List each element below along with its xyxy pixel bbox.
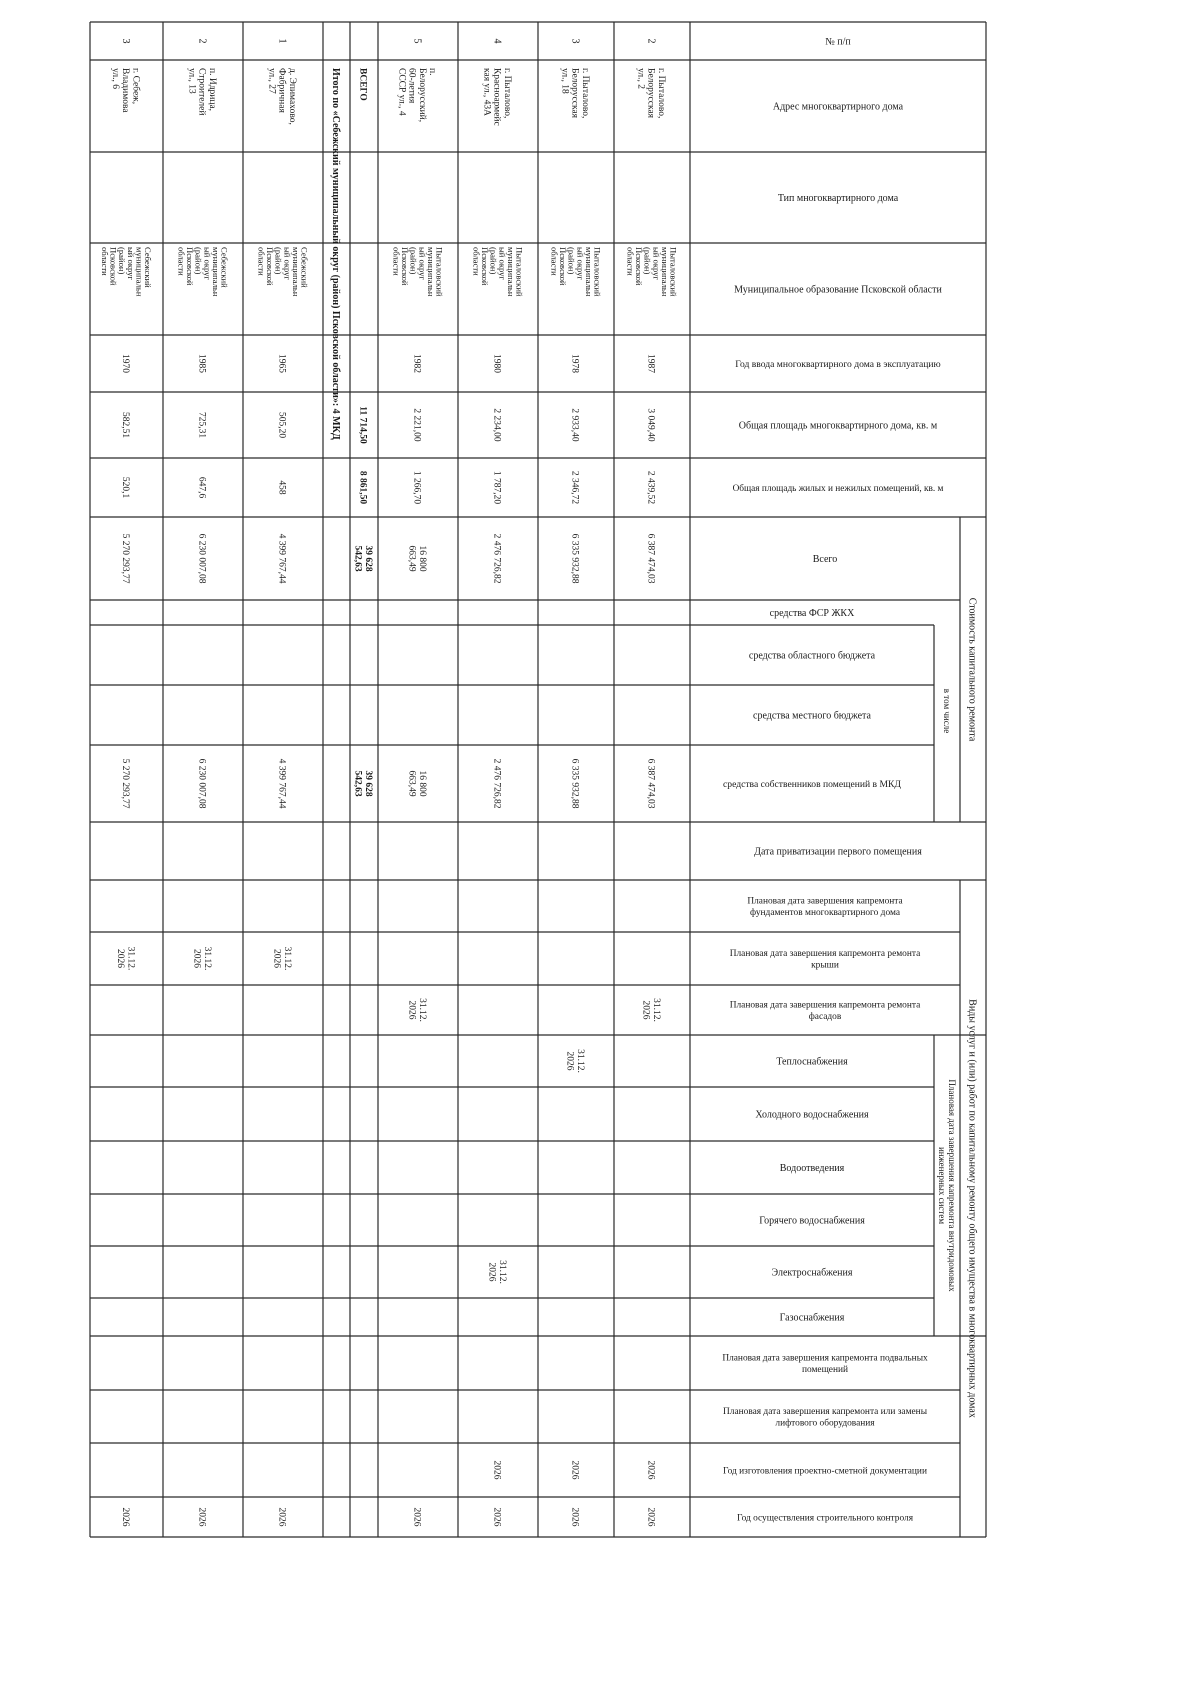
sebezh-row-2-municipality-line: области [176,247,187,276]
pytalovo-row-2-facade-date-line: 2026 [640,1000,651,1020]
pytalovo-row-2-cost-total-line: 6 387 474,03 [645,533,656,584]
pytalovo-row-5-municipality [391,247,444,297]
pytalovo-row-3-year [570,354,580,373]
header-incl [942,689,952,733]
pytalovo-row-3-municipality-line: Пыталовский [592,247,603,297]
pytalovo-row-3-heat-date-line: 2026 [564,1051,575,1071]
pytalovo-row-5-num-line: 5 [411,38,423,44]
sebezh-row-3-municipality-line: области [99,247,110,276]
pytalovo-row-4-living-area-line: 1 787,20 [491,470,502,505]
pytalovo-row-4-elec-date [487,1260,507,1284]
sebezh-row-3-cost-total-line: 5 270 293,77 [120,533,131,584]
sebezh-row-1-living-area [277,480,287,495]
pytalovo-row-4-psd-year [492,1461,502,1480]
pytalovo-row-5-address-line: Белорусский, [416,68,427,123]
total-row-total-area-line: 11 714,50 [357,406,368,444]
pytalovo-row-2-municipality [625,247,678,297]
pytalovo-row-3-total-area [570,408,580,442]
header-cost-total: Всего [812,554,838,565]
sebezh-row-3-living-area-line: 520,1 [120,476,131,499]
sebezh-row-1-cost-total-line: 4 399 767,44 [276,533,287,584]
pytalovo-row-4-psd-year-line: 2026 [491,1460,502,1480]
pytalovo-row-2-municipality-line: ый округ [651,247,662,280]
sebezh-row-1-control-year-line: 2026 [276,1507,287,1527]
pytalovo-row-4-address [481,68,512,126]
sebezh-row-2-total-area-line: 725,31 [196,411,207,439]
total-row-owners [353,770,373,796]
pytalovo-row-4-year-line: 1980 [491,354,502,373]
sebezh-row-2-roof-date-line: 31.12. [201,946,212,971]
sebezh-row-2-municipality-line: ый округ [202,247,213,280]
pytalovo-row-4-municipality-line: области [471,247,482,276]
pytalovo-row-4-cost-total [492,534,502,584]
header-num: № п/п [825,36,851,48]
header-cost-group [967,598,978,742]
pytalovo-row-3-address-line: ул., 18 [559,68,570,94]
sebezh-row-2-address-line: Строителей [196,68,207,116]
pytalovo-row-5-control-year [412,1508,422,1527]
pytalovo-row-4-municipality [471,247,524,297]
total-row-cost-total-line: 542,63 [352,545,363,572]
total-row-address-line: ВСЕГО [357,68,368,101]
pytalovo-row-2-total-area-line: 3 049,40 [645,408,656,442]
pytalovo-row-4-elec-date-line: 2026 [486,1262,497,1282]
pytalovo-row-5-year [412,354,422,373]
pytalovo-row-2-address-line: г. Пыталово, [655,68,666,119]
pytalovo-row-2-psd-year-line: 2026 [645,1460,656,1480]
header-cost-group-line: Стоимость капитального ремонта [966,597,978,742]
pytalovo-row-2-municipality-line: муниципальн [659,247,670,297]
pytalovo-row-5-cost-total [407,545,427,571]
header-type: Тип многоквартирного дома [777,193,899,204]
header-gas: Газоснабжения [779,1312,845,1324]
pytalovo-row-4-owners-line: 2 476 726,82 [491,758,502,809]
sebezh-row-2-living-area-line: 647,6 [196,476,207,499]
pytalovo-row-5-control-year-line: 2026 [411,1507,422,1527]
pytalovo-row-5-address-line: 60-летия [406,68,417,104]
sebezh-row-3-address-line: ул., 6 [109,68,120,89]
pytalovo-row-4-control-year-line: 2026 [491,1507,502,1527]
sebezh-row-1-address-line: ул., 27 [266,68,277,94]
sebezh-row-1-control-year [277,1508,287,1527]
sebezh-row-2-owners [197,759,207,809]
sebezh-row-3-total-area [120,412,130,438]
sebezh-row-1-roof-date-line: 2026 [271,949,282,968]
pytalovo-row-5-cost-total-line: 16 800 [416,545,427,572]
sebezh-row-2-control-year-line: 2026 [196,1507,207,1527]
sebezh-row-1-num [277,39,288,44]
sebezh-row-3-municipality-line: (район) [117,247,128,275]
pytalovo-row-2-year [646,354,656,373]
sebezh-row-3-roof-date-line: 2026 [115,949,126,968]
sebezh-row-3-address [110,68,142,113]
sebezh-row-3-owners [120,759,130,809]
header-facade: фасадов [808,1012,842,1023]
total-row-cost-total [353,545,373,571]
pytalovo-row-5-address-line: СССР ул., 4 [396,68,407,116]
sebezh-row-3-num-line: 3 [120,38,131,44]
pytalovo-row-5-address [396,68,437,122]
pytalovo-row-3-living-area-line: 2 346,72 [569,470,580,505]
sebezh-row-1-owners [277,759,287,809]
pytalovo-row-4-control-year [492,1508,502,1527]
pytalovo-row-2-facade-date-line: 31.12. [650,998,661,1022]
sebezh-row-2-municipality-line: Псковской [185,247,196,286]
pytalovo-row-3-municipality-line: (район) [566,247,577,275]
pytalovo-row-4-num-line: 4 [491,38,503,44]
sebezh-row-3-year [120,354,130,373]
sebezh-row-2-owners-line: 6 230 007,08 [196,758,207,809]
pytalovo-row-5-municipality-line: муниципальн [425,247,436,297]
pytalovo-row-4-address-line: Красноармейс [491,68,502,126]
sebezh-row-1-total-area-line: 505,20 [276,411,287,439]
sebezh-row-3-roof-date [115,947,135,971]
section-title-sebezh-line: Итого по «Себежский муниципальный округ (район) Псковской области»: 4 МКД [330,68,341,440]
pytalovo-row-5-owners-line: 663,49 [406,770,417,797]
pytalovo-row-2-municipality-line: (район) [642,247,653,275]
pytalovo-row-3-municipality-line: области [549,247,560,276]
sebezh-row-3-address-line: г. Себеж, [130,68,141,105]
pytalovo-row-4-cost-total-line: 2 476 726,82 [491,533,502,584]
pytalovo-row-4-elec-date-line: 31.12. [496,1260,507,1284]
pytalovo-row-5-total-area [412,408,422,442]
header-systems-group-line: инженерных систем [936,1146,947,1225]
pytalovo-row-3-owners [570,759,580,809]
sebezh-row-3-owners-line: 5 270 293,77 [120,758,131,809]
pytalovo-row-5-total-area-line: 2 221,00 [411,408,422,442]
sebezh-row-1-address-line: Фабричная [276,68,287,113]
sebezh-row-1-municipality-line: Себежский [299,247,310,288]
header-year: Год ввода многоквартирного дома в эксплуатацию [735,358,941,370]
pytalovo-row-3-control-year [570,1508,580,1527]
sebezh-row-2-control-year [197,1508,207,1527]
pytalovo-row-3-year-line: 1978 [569,354,580,373]
header-roof: крыши [811,960,839,971]
sebezh-row-1-municipality-line: (район) [273,247,284,275]
sebezh-row-3-year-line: 1970 [120,354,131,373]
header-lift: Плановая дата завершения капремонта или замены [723,1406,927,1417]
sebezh-row-2-roof-date [192,947,212,971]
sebezh-row-2-cost-total [197,534,207,584]
pytalovo-row-5-owners [407,770,427,796]
header-address: Адрес многоквартирного дома [772,101,904,113]
pytalovo-row-5-facade-date [407,998,427,1022]
pytalovo-row-2-address-line: Белорусская [645,68,656,119]
total-row-owners-line: 39 628 [362,770,373,797]
sebezh-row-2-address [186,68,217,115]
pytalovo-row-2-municipality-line: Псковской [634,247,645,286]
sebezh-row-1-municipality-line: области [256,247,267,276]
header-basement: Плановая дата завершения капремонта подвальных [722,1353,928,1364]
total-row-address [358,68,368,101]
sebezh-row-1-living-area-line: 458 [276,480,287,495]
pytalovo-row-4-living-area [492,471,502,505]
total-row-living-area [358,471,368,505]
pytalovo-row-4-municipality-line: муниципальн [505,247,516,297]
header-incl-line: в том числе [941,688,952,734]
section-title-sebezh [330,68,341,440]
pytalovo-row-3-heat-date [565,1049,585,1073]
pytalovo-row-4-address-line: кая ул., 43А [481,68,492,116]
pytalovo-row-3-cost-total [570,534,580,584]
pytalovo-row-2-owners-line: 6 387 474,03 [645,758,656,809]
sebezh-row-3-address-line: Владимова [120,68,131,113]
pytalovo-row-3-living-area [570,471,580,505]
sebezh-row-3-cost-total [120,534,130,584]
sebezh-row-1-total-area [277,412,287,438]
header-facade: Плановая дата завершения капремонта ремонта [729,1000,921,1011]
pytalovo-row-3-cost-total-line: 6 335 932,88 [569,533,580,584]
pytalovo-row-2-facade-date [641,998,661,1022]
pytalovo-row-4-municipality-line: ый округ [497,247,508,280]
header-region: средства областного бюджета [748,650,876,662]
pytalovo-row-3-municipality-line: Псковской [558,247,569,286]
pytalovo-row-2-total-area [646,408,656,442]
pytalovo-row-4-num [492,39,503,44]
sebezh-row-2-municipality [176,247,229,297]
pytalovo-row-4-total-area-line: 2 234,00 [491,408,502,442]
pytalovo-row-3-municipality-line: муниципальн [583,247,594,297]
header-sewer: Водоотведения [779,1163,845,1174]
sebezh-row-3-living-area [120,477,130,499]
pytalovo-row-3-num [570,39,581,44]
header-works-group [967,999,978,1418]
sebezh-row-3-control-year-line: 2026 [120,1507,131,1527]
header-cold: Холодного водоснабжения [755,1109,869,1121]
pytalovo-row-5-municipality-line: Псковской [400,247,411,286]
table-text [100,37,978,1527]
pytalovo-row-2-control-year-line: 2026 [645,1507,656,1527]
pytalovo-row-3-heat-date-line: 31.12. [574,1049,585,1073]
total-row-cost-total-line: 39 628 [362,545,373,572]
sebezh-row-3-control-year [120,1508,130,1527]
pytalovo-row-5-cost-total-line: 663,49 [406,545,417,572]
sebezh-row-2-municipality-line: (район) [193,247,204,275]
header-elec: Электроснабжения [771,1267,853,1279]
sebezh-row-3-roof-date-line: 31.12. [125,946,136,971]
sebezh-row-1-municipality-line: Псковской [265,247,276,286]
pytalovo-row-2-living-area-line: 2 439,52 [645,470,656,505]
pytalovo-row-4-municipality-line: (район) [488,247,499,275]
sebezh-row-2-address-line: ул., 13 [186,68,197,94]
sebezh-row-2-municipality-line: Себежский [219,247,230,288]
sebezh-row-2-cost-total-line: 6 230 007,08 [196,533,207,584]
header-roof: Плановая дата завершения капремонта ремонта [729,948,921,959]
header-psd: Год изготовления проектно-сметной документации [723,1466,927,1477]
header-systems-group-line: Плановая дата завершения капремонта внутридомовых [946,1079,957,1292]
sebezh-row-3-municipality [100,247,153,297]
header-owners: средства собственников помещений в МКД [723,778,901,790]
pytalovo-row-2-address [635,68,666,119]
sebezh-row-1-municipality-line: ый округ [282,247,293,280]
pytalovo-row-5-year-line: 1982 [411,354,422,373]
sebezh-row-3-municipality-line: ый округ [125,247,136,280]
sebezh-row-2-address-line: п. Идрица, [206,68,217,112]
sebezh-row-2-living-area [197,477,207,499]
sebezh-row-2-total-area [197,412,207,438]
header-basement: помещений [801,1365,849,1376]
pytalovo-row-5-address-line: п. [427,68,438,76]
total-row-total-area [358,406,368,444]
total-row-owners-line: 542,63 [352,770,363,797]
pytalovo-row-3-psd-year [570,1461,580,1480]
sebezh-row-2-num [197,39,208,44]
total-row-living-area-line: 8 861,50 [357,470,368,505]
sebezh-row-2-municipality-line: муниципальн [210,247,221,297]
pytalovo-row-5-facade-date-line: 31.12. [416,998,427,1022]
pytalovo-row-4-municipality-line: Пыталовский [514,247,525,297]
pytalovo-row-3-address-line: г. Пыталово, [579,68,590,119]
header-systems-group [937,1079,957,1292]
sebezh-row-3-total-area-line: 582,51 [120,411,131,439]
pytalovo-row-4-municipality-line: Псковской [480,247,491,286]
pytalovo-row-2-num [646,39,657,44]
pytalovo-row-5-num [412,39,423,44]
header-municipality: Муниципальное образование Псковской области [734,284,942,296]
pytalovo-row-5-municipality-line: (район) [408,247,419,275]
pytalovo-row-5-facade-date-line: 2026 [406,1000,417,1020]
sebezh-row-1-roof-date [272,947,292,971]
pytalovo-row-2-psd-year [646,1461,656,1480]
pytalovo-row-3-control-year-line: 2026 [569,1507,580,1527]
header-living-area: Общая площадь жилых и нежилых помещений, кв. м [732,483,944,494]
pytalovo-row-4-address-line: г. Пыталово, [501,68,512,119]
pytalovo-row-5-municipality-line: области [391,247,402,276]
pytalovo-row-2-year-line: 1987 [645,354,656,373]
sebezh-row-2-year [197,354,207,373]
pytalovo-row-5-owners-line: 16 800 [416,770,427,797]
header-fsr: средства ФСР ЖКХ [769,608,855,619]
sebezh-row-1-municipality-line: муниципальн [290,247,301,297]
sebezh-row-1-address-line: д. Эпимахово, [286,68,297,125]
header-hot: Горячего водоснабжения [759,1215,865,1227]
pytalovo-row-4-year [492,354,502,373]
pytalovo-row-2-control-year [646,1508,656,1527]
pytalovo-row-3-municipality-line: ый округ [575,247,586,280]
header-foundation: фундаментов многоквартирного дома [750,908,900,919]
pytalovo-row-4-owners [492,759,502,809]
sebezh-row-2-year-line: 1985 [196,354,207,373]
pytalovo-row-5-living-area-line: 1 266,70 [411,470,422,505]
pytalovo-row-3-municipality [549,247,602,297]
pytalovo-row-2-cost-total [646,534,656,584]
header-works-group-line: Виды услуг и (или) работ по капитальному ремонту общего имущества в многоквартирных домах [966,999,978,1418]
sebezh-row-1-owners-line: 4 399 767,44 [276,758,287,809]
pytalovo-row-5-municipality-line: Пыталовский [434,247,445,297]
sebezh-row-1-year-line: 1965 [276,354,287,373]
pytalovo-row-2-municipality-line: области [625,247,636,276]
sebezh-row-3-municipality-line: Псковской [108,247,119,286]
pytalovo-row-3-address [559,68,590,119]
pytalovo-row-3-owners-line: 6 335 932,88 [569,758,580,809]
pytalovo-row-3-num-line: 3 [569,38,581,44]
pytalovo-row-2-address-line: ул., 2 [635,68,646,89]
sebezh-row-1-municipality [256,247,309,297]
header-control: Год осуществления строительного контроля [736,1513,914,1524]
pytalovo-row-2-num-line: 2 [645,38,657,44]
sebezh-row-2-num-line: 2 [196,38,208,44]
sebezh-row-3-municipality-line: Себежский [142,247,153,288]
pytalovo-row-5-municipality-line: ый округ [417,247,428,280]
pytalovo-row-2-owners [646,759,656,809]
sebezh-row-3-municipality-line: муниципальн [134,247,145,297]
sebezh-row-1-cost-total [277,534,287,584]
header-local: средства местного бюджета [753,710,871,722]
sebezh-row-1-address [266,68,297,125]
pytalovo-row-2-municipality-line: Пыталовский [668,247,679,297]
sebezh-row-2-roof-date-line: 2026 [191,949,202,968]
pytalovo-row-3-psd-year-line: 2026 [569,1460,580,1480]
header-heat: Теплоснабжения [776,1056,848,1068]
sebezh-row-1-year [277,354,287,373]
sebezh-row-3-num [120,39,131,44]
pytalovo-row-3-address-line: Белорусская [569,68,580,119]
pytalovo-row-2-living-area [646,471,656,505]
header-total-area: Общая площадь многоквартирного дома, кв. м [738,420,938,432]
header-lift: лифтового оборудования [775,1418,875,1429]
sebezh-row-1-num-line: 1 [276,38,288,44]
pytalovo-row-3-total-area-line: 2 933,40 [569,408,580,442]
pytalovo-row-5-living-area [412,471,422,505]
pytalovo-row-4-total-area [492,408,502,442]
header-foundation: Плановая дата завершения капремонта [747,896,903,907]
sebezh-row-1-roof-date-line: 31.12. [281,946,292,971]
header-privat: Дата приватизации первого помещения [754,846,922,858]
